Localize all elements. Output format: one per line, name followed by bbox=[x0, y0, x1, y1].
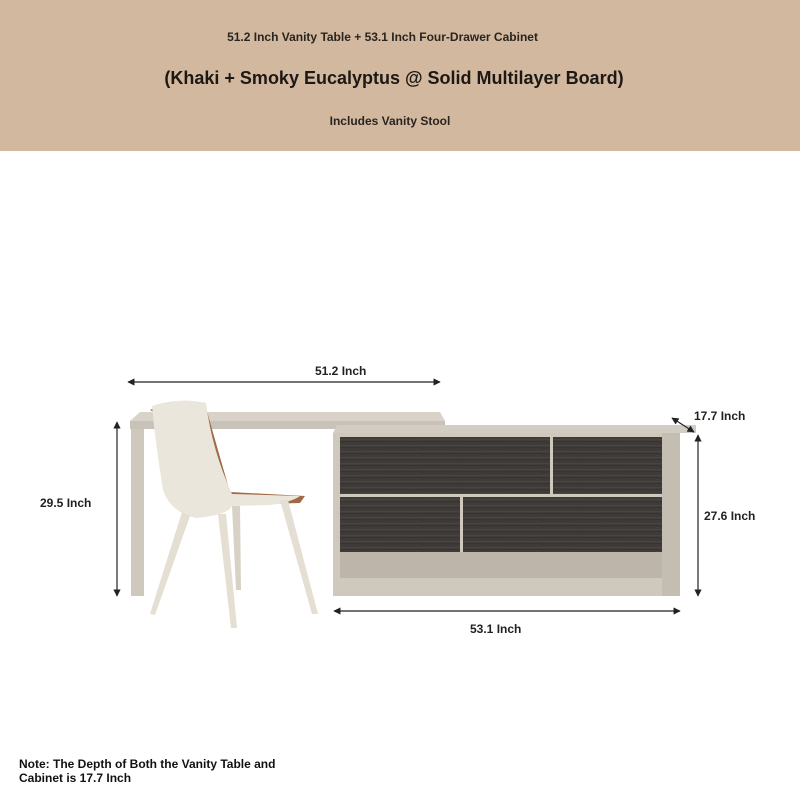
drawer-bottom-right bbox=[463, 497, 662, 552]
depth-footnote: Note: The Depth of Both the Vanity Table and Cabinet is 17.7 Inch bbox=[19, 757, 276, 785]
chair-leg-front-left bbox=[150, 512, 190, 615]
cabinet-top bbox=[333, 425, 696, 433]
cabinet-height-label: 27.6 Inch bbox=[704, 509, 756, 523]
drawer-bottom-left bbox=[340, 497, 460, 552]
product-subtitle: 51.2 Inch Vanity Table + 53.1 Inch Four-Drawer Cabinet bbox=[227, 30, 538, 44]
product-illustration bbox=[0, 151, 800, 800]
header-banner bbox=[0, 0, 800, 151]
drawer-top-right bbox=[553, 437, 662, 494]
depth-label: 17.7 Inch bbox=[694, 409, 746, 423]
chair-leg-back-right bbox=[280, 500, 318, 614]
four-drawer-cabinet bbox=[333, 425, 696, 596]
cabinet-side-panel bbox=[662, 433, 680, 596]
table-leg bbox=[131, 429, 144, 596]
table-height-label: 29.5 Inch bbox=[40, 496, 92, 510]
table-width-label: 51.2 Inch bbox=[315, 364, 367, 378]
chair-leg-back-left bbox=[232, 506, 241, 590]
cabinet-base-recess bbox=[340, 552, 662, 578]
includes-note: Includes Vanity Stool bbox=[329, 114, 451, 128]
vanity-stool bbox=[150, 401, 318, 628]
drawer-top-left bbox=[340, 437, 550, 494]
cabinet-width-label: 53.1 Inch bbox=[470, 622, 522, 636]
product-title: (Khaki + Smoky Eucalyptus @ Solid Multilayer Board) bbox=[164, 68, 624, 88]
